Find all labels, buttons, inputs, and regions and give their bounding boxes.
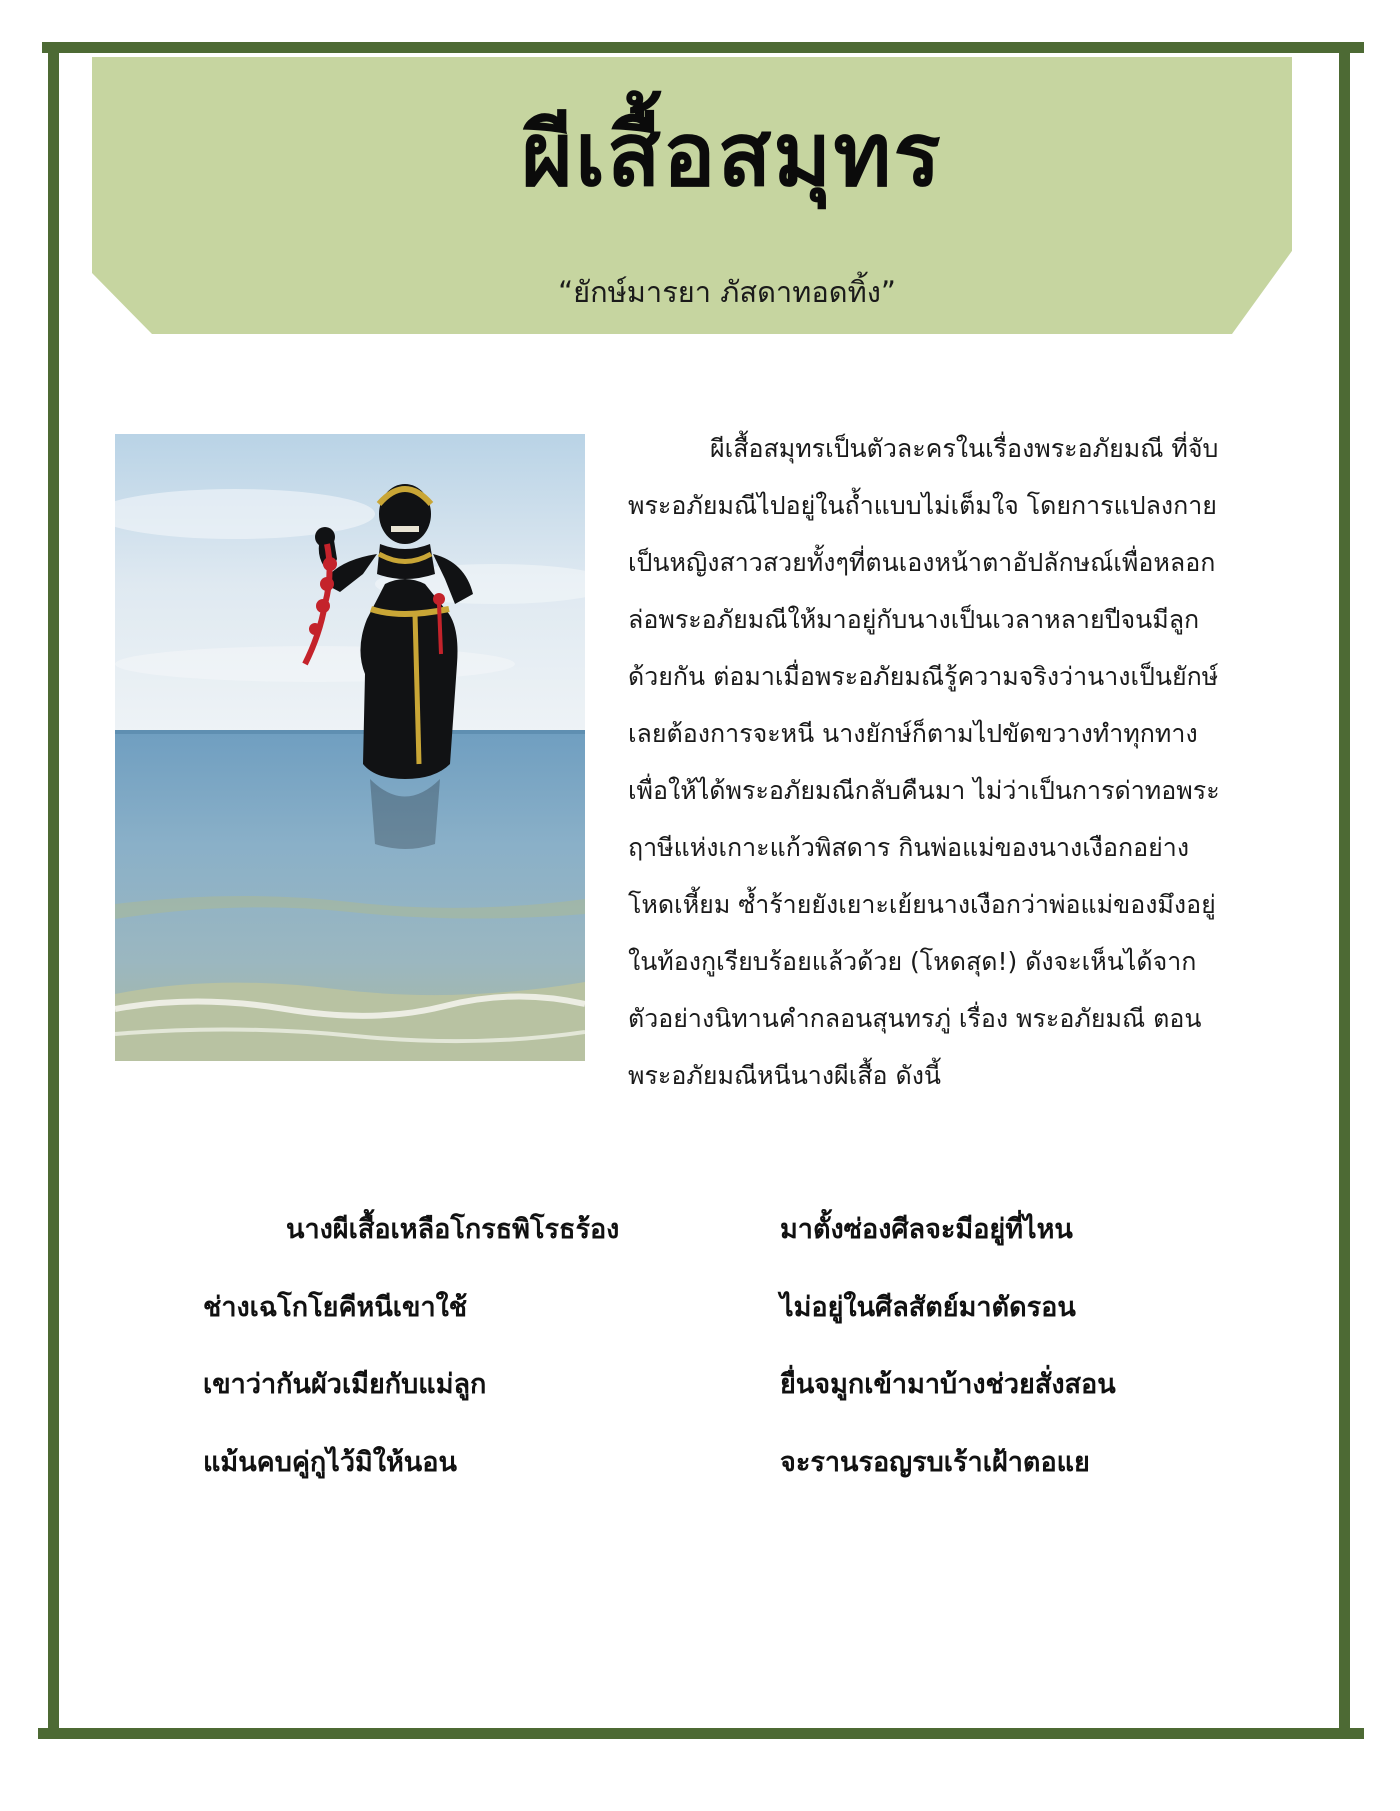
body-line: โหดเหี้ยม ซ้ำร้ายยังเยาะเย้ยนางเงือกว่าพ่อแม่ของมึงอยู่: [628, 890, 1216, 919]
poem-line-right: จะรานรอญรบเร้าเฝ้าตอแย: [780, 1447, 1090, 1478]
frame-border-bottom: [38, 1728, 1364, 1739]
body-line: พระอภัยมณีไปอยู่ในถ้ำแบบไม่เต็มใจ โดยการแปลงกาย: [628, 491, 1217, 520]
page-subtitle: “ยักษ์มารยา ภัสดาทอดทิ้ง”: [558, 275, 896, 309]
body-line: ในท้องกูเรียบร้อยแล้วด้วย (โหดสุด!) ดังจะเห็นได้จาก: [628, 947, 1197, 976]
body-line: เป็นหญิงสาวสวยทั้งๆที่ตนเองหน้าตาอัปลักษณ์เพื่อหลอก: [628, 548, 1216, 577]
poem-line-left: เขาว่ากันผัวเมียกับแม่ลูก: [203, 1369, 487, 1400]
poem-line-right: มาตั้งซ่องศีลจะมีอยู่ที่ไหน: [780, 1214, 1073, 1245]
frame-border-left: [48, 42, 59, 1739]
poem-line-left: ช่างเฉโกโยคีหนีเขาใช้: [203, 1292, 468, 1323]
frame-border-right: [1339, 42, 1350, 1739]
body-line: พระอภัยมณีหนีนางผีเสื้อ ดังนี้: [628, 1061, 942, 1090]
body-line: ผีเสื้อสมุทรเป็นตัวละครในเรื่องพระอภัยมณี ที่จับ: [710, 434, 1219, 463]
poem-line-left: นางผีเสื้อเหลือโกรธพิโรธร้อง: [286, 1214, 620, 1245]
poem-line-right: ไม่อยู่ในศีลสัตย์มาตัดรอน: [780, 1292, 1076, 1323]
statue-in-sea-photo: [115, 434, 585, 1061]
body-line: ล่อพระอภัยมณีให้มาอยู่กับนางเป็นเวลาหลายปีจนมีลูก: [628, 605, 1200, 634]
frame-border-top: [42, 42, 1364, 53]
body-line: เพื่อให้ได้พระอภัยมณีกลับคืนมา ไม่ว่าเป็นการด่าทอพระ: [628, 776, 1220, 805]
page-title: ผีเสื้อสมุทร: [521, 103, 943, 206]
body-line: ด้วยกัน ต่อมาเมื่อพระอภัยมณีรู้ความจริงว่านางเป็นยักษ์: [628, 662, 1219, 691]
body-line: เลยต้องการจะหนี นางยักษ์ก็ตามไปขัดขวางทำทุกทาง: [628, 719, 1198, 748]
poem-line-right: ยื่นจมูกเข้ามาบ้างช่วยสั่งสอน: [780, 1369, 1116, 1400]
body-line: ฤาษีแห่งเกาะแก้วพิสดาร กินพ่อแม่ของนางเงือกอย่าง: [628, 833, 1190, 862]
poem-line-left: แม้นคบคู่กูไว้มิให้นอน: [203, 1447, 457, 1478]
body-line: ตัวอย่างนิทานคำกลอนสุนทรภู่ เรื่อง พระอภัยมณี ตอน: [628, 1004, 1202, 1033]
body-paragraph: [628, 420, 1296, 1104]
